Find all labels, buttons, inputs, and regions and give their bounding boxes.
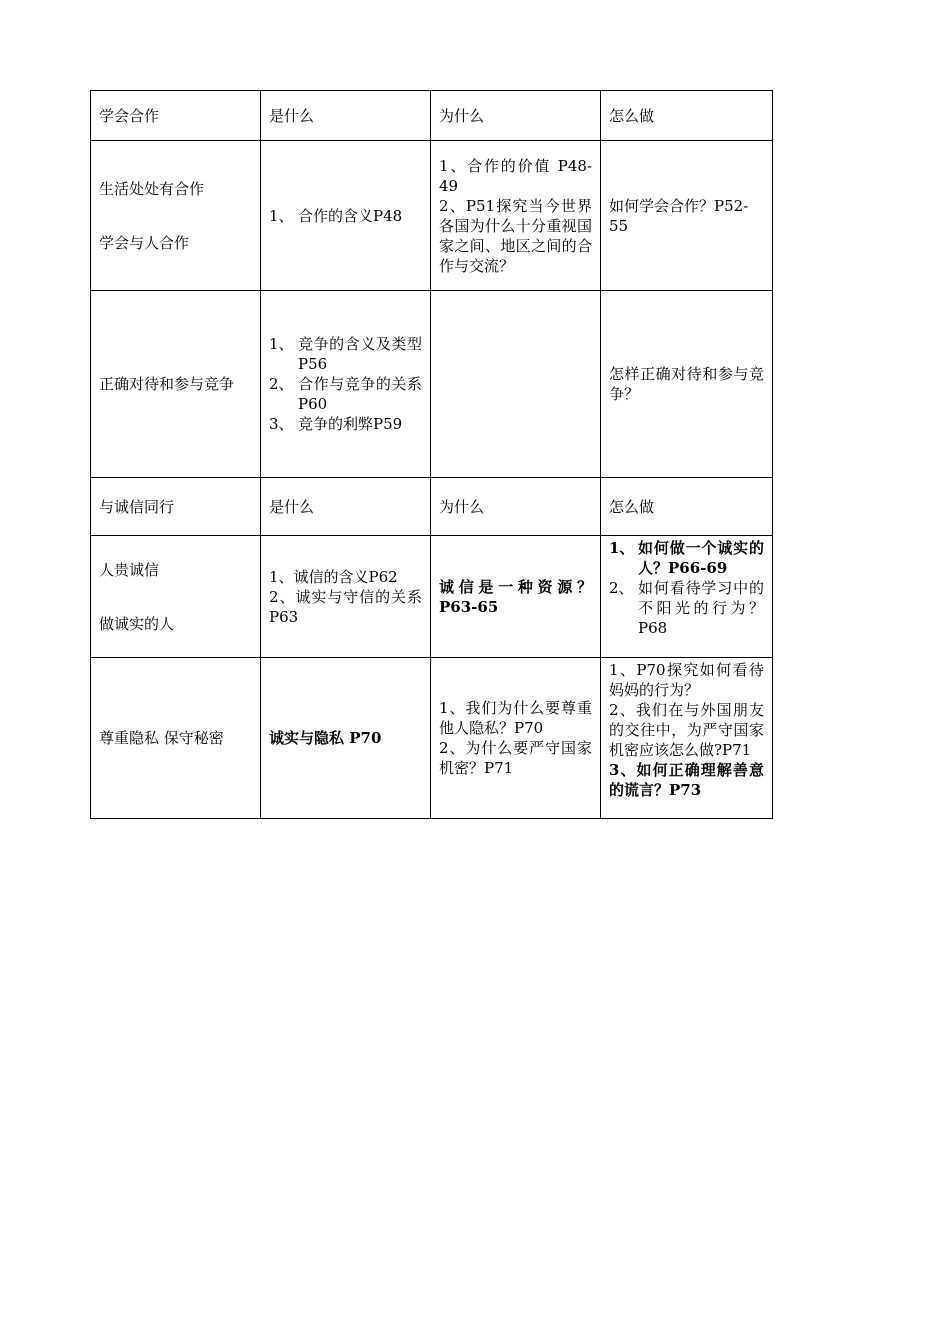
topic-line: 生活处处有合作 xyxy=(99,179,205,198)
header-cell-what: 是什么 xyxy=(261,91,431,141)
list-item: 2、为什么要严守国家机密？P71 xyxy=(439,739,592,777)
list-item: 1、 竞争的含义及类型P56 xyxy=(269,335,422,373)
outline-table xyxy=(90,90,773,819)
list-item: 2、我们在与外国朋友的交往中，为严守国家机密应该怎么做?P71 xyxy=(609,701,764,759)
table-row xyxy=(91,141,773,291)
how-cell: 怎样正确对待和参与竞争？ xyxy=(601,291,773,478)
topic-cell xyxy=(91,536,261,658)
topic-line: 做诚实的人 xyxy=(99,614,175,633)
why-cell: 诚信是一种资源？P63-65 xyxy=(431,536,601,658)
header-cell-why: 为什么 xyxy=(431,91,601,141)
header-cell-topic: 学会合作 xyxy=(91,91,261,141)
how-cell: 如何学会合作？P52-55 xyxy=(601,141,773,291)
table-row xyxy=(91,536,773,658)
list-item: 2、P51探究当今世界各国为什么十分重视国家之间、地区之间的合作与交流？ xyxy=(439,196,592,275)
how-cell xyxy=(601,536,773,658)
header-cell-how: 怎么做 xyxy=(601,478,773,536)
table-row xyxy=(91,658,773,819)
what-cell: 诚实与隐私 P70 xyxy=(261,658,431,819)
why-cell xyxy=(431,141,601,291)
table-header-row xyxy=(91,91,773,141)
what-cell xyxy=(261,536,431,658)
why-cell xyxy=(431,658,601,819)
what-cell xyxy=(261,291,431,478)
section-header-row xyxy=(91,478,773,536)
header-cell-topic: 与诚信同行 xyxy=(91,478,261,536)
header-cell-why: 为什么 xyxy=(431,478,601,536)
why-cell xyxy=(431,291,601,478)
list-item: 1、合作的价值 P48-49 xyxy=(439,156,592,195)
list-item: 3、 竞争的利弊P59 xyxy=(269,415,403,433)
list-item: 1、P70探究如何看待妈妈的行为？ xyxy=(609,661,764,699)
list-item: 2、 如何看待学习中的不阳光的行为？P68 xyxy=(609,579,764,637)
what-cell xyxy=(261,141,431,291)
list-item: 1、 如何做一个诚实的人？P66-69 xyxy=(609,539,764,577)
list-item: 1、 合作的含义P48 xyxy=(269,206,403,225)
how-cell xyxy=(601,658,773,819)
topic-line: 学会与人合作 xyxy=(99,233,190,252)
header-cell-what: 是什么 xyxy=(261,478,431,536)
list-item: 2、诚实与守信的关系P63 xyxy=(269,587,422,626)
topic-cell: 尊重隐私 保守秘密 xyxy=(91,658,261,819)
topic-cell: 正确对待和参与竞争 xyxy=(91,291,261,478)
list-item: 1、我们为什么要尊重他人隐私？P70 xyxy=(439,699,592,737)
table-row xyxy=(91,291,773,478)
topic-cell xyxy=(91,141,261,291)
list-item: 1、诚信的含义P62 xyxy=(269,567,398,586)
topic-line: 人贵诚信 xyxy=(99,560,160,579)
list-item: 2、 合作与竞争的关系P60 xyxy=(269,375,422,413)
header-cell-how: 怎么做 xyxy=(601,91,773,141)
list-item: 3、如何正确理解善意的谎言？P73 xyxy=(609,761,764,799)
